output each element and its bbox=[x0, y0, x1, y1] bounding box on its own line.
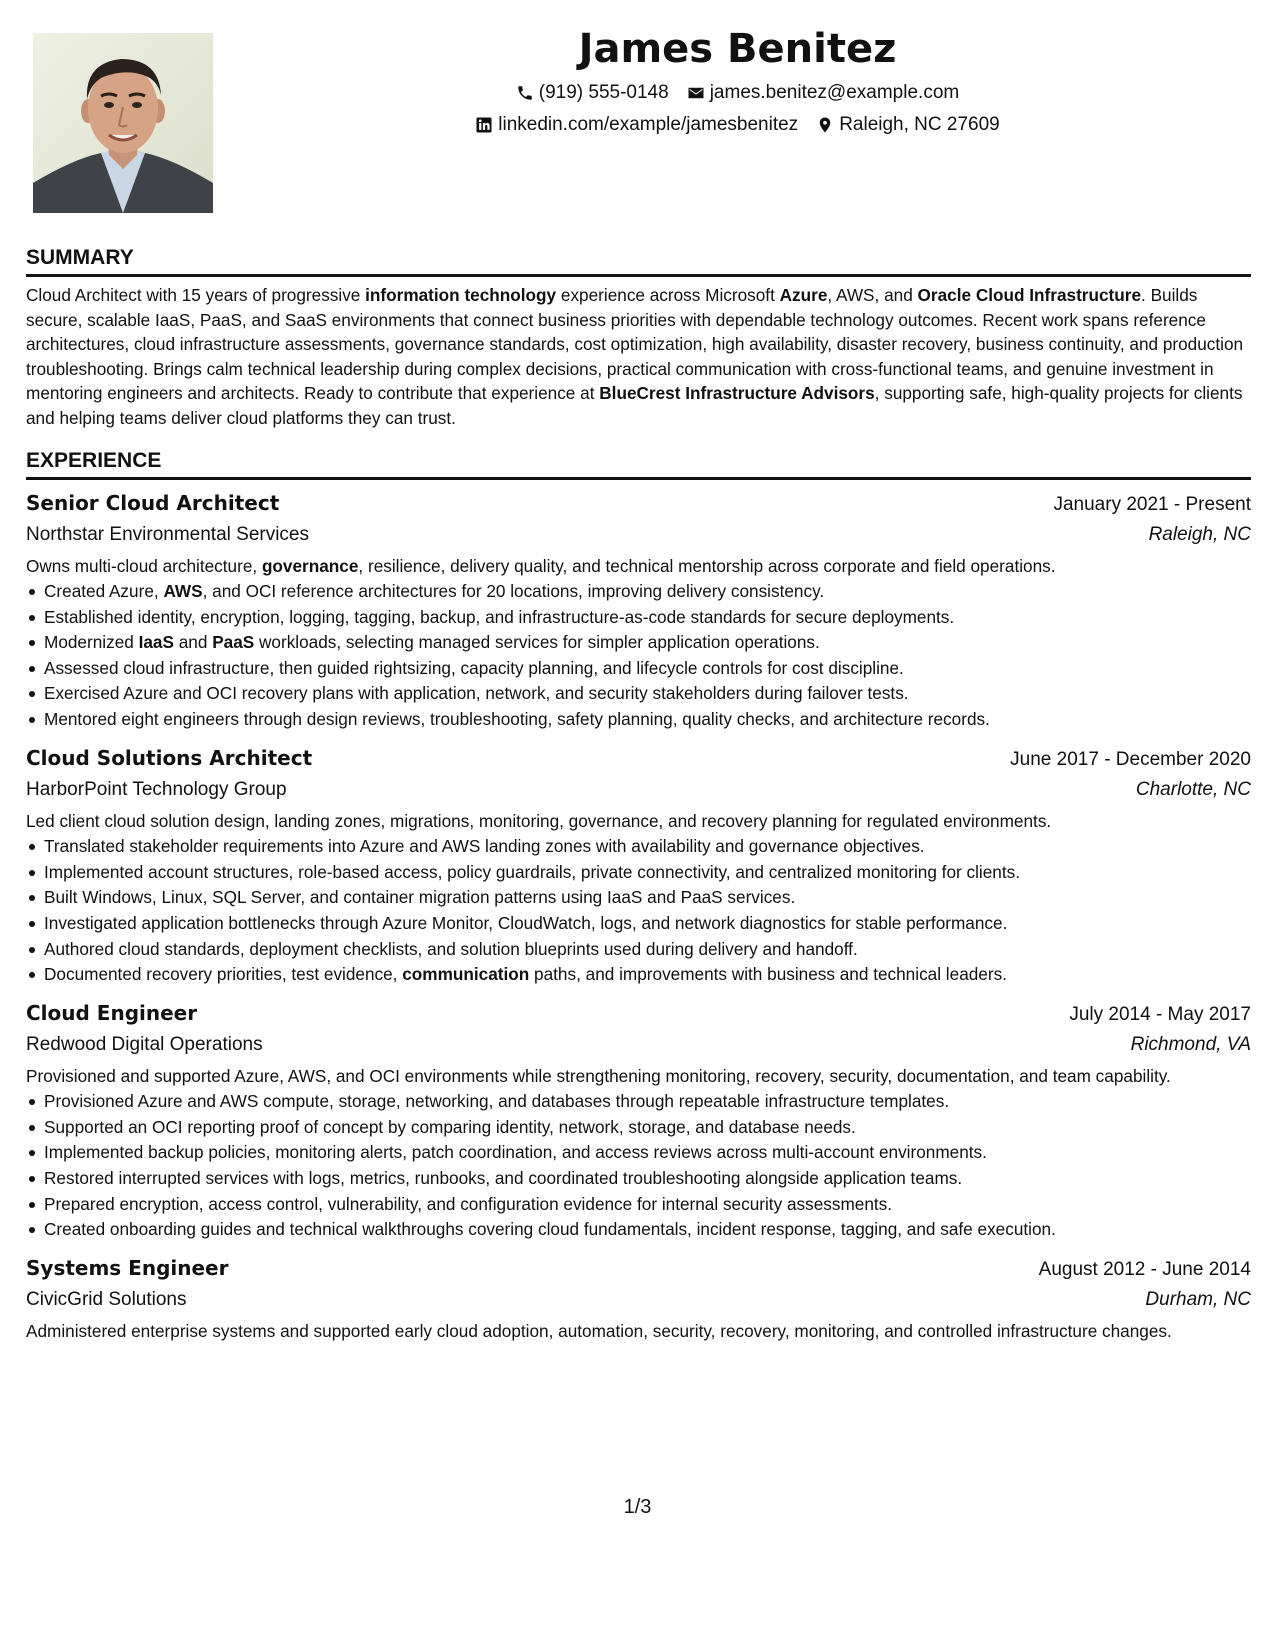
bullet-item bbox=[26, 1217, 1251, 1243]
bold-text: BlueCrest Infrastructure Advisors bbox=[599, 383, 875, 404]
text-run: , and OCI reference architectures for 20 locations, improving delivery consistency. bbox=[202, 581, 825, 602]
bullet-item bbox=[26, 885, 1251, 911]
bold-text: Oracle Cloud Infrastructure bbox=[917, 285, 1142, 305]
summary-heading: SUMMARY bbox=[26, 244, 1251, 277]
text-run: Prepared encryption, access control, vulnerability, and configuration evidence for internal security assessments. bbox=[44, 1193, 893, 1214]
job-subheader bbox=[26, 520, 1251, 550]
page-number: 1/3 bbox=[623, 1496, 652, 1518]
job-bullets bbox=[26, 834, 1251, 988]
bold-text: information technology bbox=[365, 285, 557, 305]
text-run: Owns multi-cloud architecture, bbox=[26, 555, 262, 576]
bullet-item bbox=[26, 962, 1251, 988]
phone-text: (919) 555-0148 bbox=[538, 82, 669, 103]
bullet-item bbox=[26, 834, 1251, 860]
job-title: Senior Cloud Architect bbox=[26, 490, 280, 515]
text-run: Investigated application bottlenecks through Azure Monitor, CloudWatch, logs, and network diagnostics for stable performance. bbox=[44, 912, 1008, 933]
text-run: , supporting safe, high-quality projects for clients and helping teams deliver cloud platforms they can trust. bbox=[26, 383, 1243, 428]
job-location: Richmond, VA bbox=[1130, 1033, 1251, 1055]
text-run: Created onboarding guides and technical walkthroughs covering cloud fundamentals, incident response, tagging, and safe execution. bbox=[44, 1219, 1056, 1240]
job-company: Redwood Digital Operations bbox=[26, 1033, 263, 1055]
bullet-item bbox=[26, 1192, 1251, 1218]
job-entry bbox=[26, 998, 1251, 1243]
text-run: paths, and improvements with business and technical leaders. bbox=[529, 964, 1007, 985]
job-company: CivicGrid Solutions bbox=[26, 1288, 187, 1310]
text-run: , AWS, and bbox=[827, 285, 918, 305]
job-entry bbox=[26, 743, 1251, 988]
job-subheader bbox=[26, 1030, 1251, 1060]
bullet-item bbox=[26, 681, 1251, 707]
experience-heading: EXPERIENCE bbox=[26, 447, 1251, 480]
text-run: . Builds secure, scalable IaaS, PaaS, and SaaS environments that connect business priorities with dependable technology outcomes. Recent work spans reference architectures, cloud infrastructure assessments, governance standards, cost optimization, high availability, disaster recovery, business continuity, and production troubleshooting. Brings calm technical leadership during complex decisions, practical communication with cross-functional teams, and genuine investment in mentoring engineers and architects. Ready to contribute that experience at bbox=[26, 285, 1244, 404]
envelope-icon bbox=[687, 84, 705, 102]
bullet-item bbox=[26, 579, 1251, 605]
job-header bbox=[26, 743, 1251, 775]
text-run: Created Azure, bbox=[44, 581, 164, 602]
bold-text: communication bbox=[402, 964, 530, 985]
map-pin-icon bbox=[816, 116, 834, 134]
text-run: experience across Microsoft bbox=[556, 285, 780, 305]
job-header bbox=[26, 488, 1251, 520]
bold-text: IaaS bbox=[138, 632, 174, 653]
summary-text bbox=[26, 283, 1251, 431]
text-run: Authored cloud standards, deployment checklists, and solution blueprints used during delivery and handoff. bbox=[44, 938, 858, 959]
text-run: Implemented account structures, role-based access, policy guardrails, private connectivity, and centralized monitoring for clients. bbox=[44, 861, 1021, 882]
profile-photo bbox=[33, 33, 213, 213]
portrait-image bbox=[33, 33, 213, 213]
bullet-item bbox=[26, 1089, 1251, 1115]
bold-text: Azure bbox=[779, 285, 828, 305]
job-description bbox=[26, 554, 1251, 579]
linkedin-icon bbox=[475, 116, 493, 134]
job-subheader bbox=[26, 775, 1251, 805]
bold-text: PaaS bbox=[212, 632, 255, 653]
resume-body bbox=[26, 244, 1251, 1343]
text-run: and bbox=[173, 632, 213, 653]
job-dates: January 2021 - Present bbox=[1053, 493, 1251, 515]
job-description bbox=[26, 1319, 1251, 1344]
location-text: Raleigh, NC 27609 bbox=[839, 114, 1000, 135]
job-header bbox=[26, 998, 1251, 1030]
job-description bbox=[26, 809, 1251, 834]
bullet-item bbox=[26, 707, 1251, 733]
job-title: Systems Engineer bbox=[26, 1255, 229, 1280]
text-run: Built Windows, Linux, SQL Server, and container migration patterns using IaaS and PaaS services. bbox=[44, 887, 796, 908]
job-list bbox=[26, 488, 1251, 1344]
text-run: Cloud Architect with 15 years of progressive bbox=[26, 285, 366, 305]
job-bullets bbox=[26, 579, 1251, 733]
job-bullets bbox=[26, 1089, 1251, 1243]
text-run: , resilience, delivery quality, and technical mentorship across corporate and field operations. bbox=[358, 555, 1056, 576]
text-run: Administered enterprise systems and supported early cloud adoption, automation, security, recovery, monitoring, and controlled infrastructure changes. bbox=[26, 1320, 1172, 1341]
job-subheader bbox=[26, 1285, 1251, 1315]
job-location: Raleigh, NC bbox=[1148, 523, 1251, 545]
text-run: Established identity, encryption, logging, tagging, backup, and infrastructure-as-code standards for secure deployments. bbox=[44, 606, 955, 627]
candidate-name: James Benitez bbox=[578, 26, 897, 72]
text-run: Restored interrupted services with logs, metrics, runbooks, and coordinated troubleshooting alongside application teams. bbox=[44, 1167, 963, 1188]
contact-email[interactable] bbox=[687, 78, 960, 108]
linkedin-link[interactable]: linkedin.com/example/jamesbenitez bbox=[498, 114, 799, 135]
text-run: Translated stakeholder requirements into Azure and AWS landing zones with availability and governance objectives. bbox=[44, 836, 925, 857]
job-description bbox=[26, 1064, 1251, 1089]
phone-icon bbox=[516, 84, 534, 102]
job-company: Northstar Environmental Services bbox=[26, 523, 309, 545]
job-location: Charlotte, NC bbox=[1135, 778, 1251, 800]
bold-text: AWS bbox=[163, 581, 203, 602]
job-dates: July 2014 - May 2017 bbox=[1069, 1003, 1251, 1025]
bullet-item bbox=[26, 937, 1251, 963]
text-run: Documented recovery priorities, test evidence, bbox=[44, 964, 403, 985]
contact-linkedin[interactable] bbox=[475, 110, 798, 140]
contact-phone[interactable] bbox=[516, 78, 669, 108]
bullet-item bbox=[26, 860, 1251, 886]
text-run: Assessed cloud infrastructure, then guided rightsizing, capacity planning, and lifecycle controls for cost discipline. bbox=[44, 657, 904, 678]
text-run: Modernized bbox=[44, 632, 139, 653]
job-header bbox=[26, 1253, 1251, 1285]
bullet-item bbox=[26, 1166, 1251, 1192]
job-dates: August 2012 - June 2014 bbox=[1038, 1258, 1251, 1280]
bold-text: governance bbox=[261, 555, 359, 576]
job-entry bbox=[26, 1253, 1251, 1344]
email-link[interactable]: james.benitez@example.com bbox=[709, 82, 960, 103]
bullet-item bbox=[26, 605, 1251, 631]
job-title: Cloud Engineer bbox=[26, 1000, 198, 1025]
job-entry bbox=[26, 488, 1251, 733]
text-run: Provisioned Azure and AWS compute, storage, networking, and databases through repeatable infrastructure templates. bbox=[44, 1091, 950, 1112]
bullet-item bbox=[26, 911, 1251, 937]
job-company: HarborPoint Technology Group bbox=[26, 778, 287, 800]
contact-line-1 bbox=[240, 78, 1235, 108]
text-run: Exercised Azure and OCI recovery plans with application, network, and security stakeholders during failover tests. bbox=[44, 683, 909, 704]
bullet-item bbox=[26, 656, 1251, 682]
bullet-item bbox=[26, 1140, 1251, 1166]
contact-location bbox=[816, 110, 1000, 140]
job-dates: June 2017 - December 2020 bbox=[1010, 748, 1251, 770]
resume-header bbox=[240, 22, 1235, 140]
contact-line-2 bbox=[240, 110, 1235, 140]
text-run: Supported an OCI reporting proof of concept by comparing identity, network, storage, and database needs. bbox=[44, 1116, 856, 1137]
bullet-item bbox=[26, 630, 1251, 656]
text-run: Led client cloud solution design, landing zones, migrations, monitoring, governance, and recovery planning for regulated environments. bbox=[26, 810, 1052, 831]
summary-section bbox=[26, 244, 1251, 431]
job-title: Cloud Solutions Architect bbox=[26, 745, 313, 770]
text-run: Mentored eight engineers through design reviews, troubleshooting, safety planning, quality checks, and architecture records. bbox=[44, 709, 990, 730]
bullet-item bbox=[26, 1115, 1251, 1141]
text-run: Implemented backup policies, monitoring alerts, patch coordination, and access reviews across multi-account environments. bbox=[44, 1142, 987, 1163]
text-run: Provisioned and supported Azure, AWS, and OCI environments while strengthening monitoring, recovery, security, documentation, and team capability. bbox=[26, 1065, 1171, 1086]
text-run: workloads, selecting managed services for simpler application operations. bbox=[254, 632, 820, 653]
job-location: Durham, NC bbox=[1145, 1288, 1251, 1310]
experience-section bbox=[26, 447, 1251, 1344]
